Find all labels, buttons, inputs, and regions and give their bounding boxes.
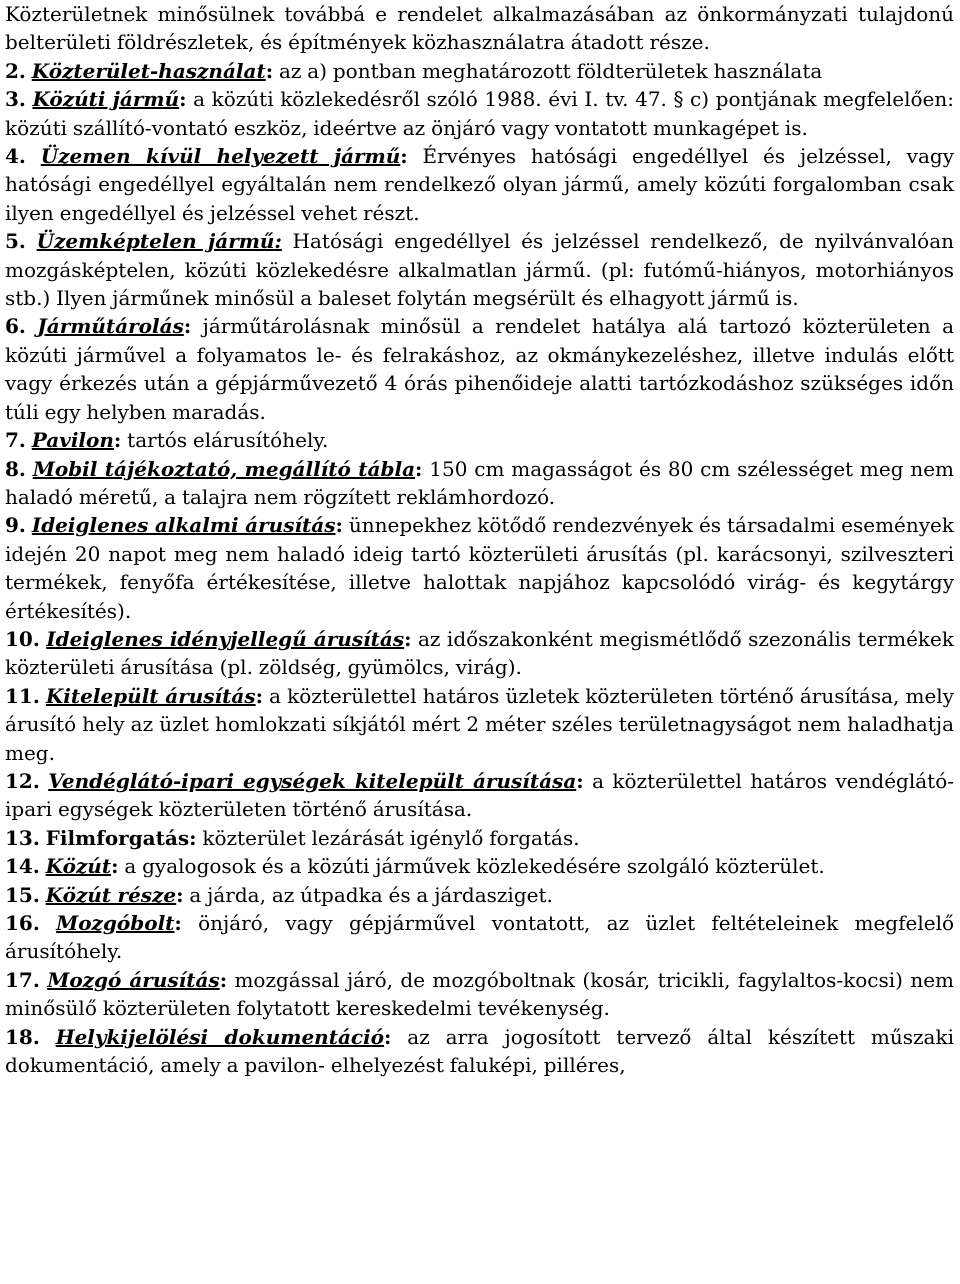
definition-item-7 (5, 426, 954, 454)
item-body: mozgással járó, de mozgóboltnak (kosár, tricikli, fagylaltos-kocsi) nem minősülő közterületen folytatott kereskedelmi tevékenység. (5, 967, 954, 1021)
definition-item-9 (5, 511, 954, 625)
item-separator: : (335, 513, 343, 538)
item-body: a közterülettel határos üzletek közterületen történő árusítása, mely árusító hely az üzlet homlokzati síkjától mért 2 méter széles területnagyságot nem haladhatja meg. (5, 683, 954, 765)
item-term: Pavilon (31, 428, 114, 453)
item-term: Közterület-használat (31, 58, 266, 83)
item-body: a gyalogosok és a közúti járművek közlekedésére szolgáló közterület. (118, 854, 825, 879)
item-number: 18. (5, 1024, 40, 1049)
item-separator: : (400, 144, 408, 169)
item-body: a közterülettel határos vendéglátó-ipari egységek közterületen történő árusítása. (5, 768, 954, 822)
item-term: Közúti jármű (32, 87, 180, 112)
definition-item-12 (5, 767, 954, 824)
definition-item-14 (5, 852, 954, 880)
item-separator: : (189, 825, 197, 850)
item-number: 4. (5, 144, 26, 169)
item-number: 12. (5, 768, 40, 793)
item-term: Ideiglenes alkalmi árusítás (31, 513, 336, 538)
item-number: 2. (5, 58, 26, 83)
item-term: Üzemképtelen jármű: (36, 229, 282, 254)
item-number: 14. (5, 854, 40, 879)
item-body: Érvényes hatósági engedéllyel és jelzéssel, vagy hatósági engedéllyel egyáltalán nem rendelkező olyan jármű, amely közúti forgalomban csak ilyen engedéllyel és jelzéssel vehet részt. (5, 144, 955, 225)
item-separator: : (384, 1024, 392, 1049)
item-body: az időszakonként megismétlődő szezonális termékek közterületi árusítása (pl. zöldség, gyümölcs, virág). (5, 626, 954, 680)
item-number: 10. (5, 626, 40, 651)
item-body: a közúti közlekedésről szóló 1988. évi I. tv. 47. § c) pontjának megfelelően: közúti szállító-vontató eszköz, ideértve az önjáró vagy vontatott munkagépet is. (5, 87, 954, 140)
intro-text: Közterületnek minősülnek továbbá e rendelet alkalmazásában az önkormányzati tulajdonú belterületi földrészletek, és építmények közhasználatra átadott része. (5, 2, 954, 55)
item-term: Üzemen kívül helyezett jármű (40, 144, 401, 169)
item-number: 11. (5, 683, 40, 708)
definition-item-18 (5, 1023, 954, 1080)
item-term: Helykijelölési dokumentáció (55, 1024, 385, 1049)
definition-item-10 (5, 625, 954, 682)
item-separator: : (183, 314, 192, 339)
item-body: az arra jogosított tervező által készített műszaki dokumentáció, amely a pavilon- elhelyezést faluképi, pilléres, (5, 1024, 954, 1078)
item-separator: : (576, 768, 584, 793)
item-body: Hatósági engedéllyel és jelzéssel rendelkező, de nyilvánvalóan mozgásképtelen, közúti közlekedésre alkalmatlan jármű. (pl: futómű-hiányos, motorhiányos stb.) Ilyen járműnek minősül a baleset folytán megsérült és elhagyott jármű is. (5, 229, 955, 311)
item-term: Közút (45, 854, 112, 879)
item-body: önjáró, vagy gépjárművel vontatott, az üzlet feltételeinek megfelelő árusítóhely. (5, 911, 955, 964)
definition-item-4 (5, 142, 954, 227)
item-term: Vendéglátó-ipari egységek kitelepült árusítása (48, 768, 577, 793)
item-separator: : (265, 58, 274, 83)
item-term: Közút része (45, 882, 177, 907)
item-number: 17. (5, 967, 40, 992)
item-number: 6. (5, 314, 26, 339)
item-term: Kitelepült árusítás (45, 683, 256, 708)
definition-item-17 (5, 966, 954, 1023)
item-body: közterület lezárását igénylő forgatás. (196, 825, 580, 850)
item-separator: : (176, 882, 184, 907)
definition-item-3 (5, 85, 954, 142)
item-body: a járda, az útpadka és a járdasziget. (183, 882, 553, 907)
definition-item-13 (5, 824, 954, 852)
item-term: Mobil tájékoztató, megállító tábla (32, 456, 416, 481)
definition-item-16 (5, 909, 954, 966)
definition-item-8 (5, 455, 954, 512)
item-separator: : (404, 626, 412, 651)
item-term: Ideiglenes idényjellegű árusítás (46, 626, 405, 651)
item-term: Filmforgatás (45, 825, 190, 850)
item-body: az a) pontban meghatározott földterületek használata (273, 58, 823, 83)
item-separator: : (219, 967, 228, 992)
item-number: 13. (5, 825, 40, 850)
item-separator: : (179, 87, 187, 112)
item-separator: : (415, 456, 423, 481)
definition-item-2 (5, 57, 954, 85)
item-separator: : (255, 683, 263, 708)
item-term: Mozgóbolt (56, 911, 175, 935)
item-number: 3. (5, 87, 26, 112)
definition-item-6 (5, 312, 954, 426)
item-term: Mozgó árusítás (47, 967, 220, 992)
item-separator: : (174, 911, 182, 935)
item-number: 5. (5, 229, 26, 254)
intro-paragraph (5, 0, 954, 57)
item-number: 7. (5, 428, 26, 453)
item-number: 8. (5, 456, 26, 481)
item-number: 15. (5, 882, 40, 907)
item-body: ünnepekhez kötődő rendezvények és társadalmi események idején 20 napot meg nem haladó ideig tartó közterületi árusítás (pl. karácsonyi, szilveszteri termékek, fenyőfa értékesítése, illetve halottak napjához kapcsolódó virág- és kegytárgy értékesítés). (5, 513, 954, 623)
item-body: járműtárolásnak minősül a rendelet hatálya alá tartozó közterületen a közúti járművel a folyamatos le- és felrakáshoz, az okmánykezeléshez, illetve indulás előtt vagy érkezés után a gépjárművezető 4 órás pihenőideje alatti tartózkodáshoz szükséges időn túli egy helyben maradás. (5, 314, 954, 424)
definition-item-5 (5, 227, 954, 312)
item-body: tartós elárusítóhely. (121, 428, 329, 453)
definition-item-11 (5, 682, 954, 767)
definition-item-15 (5, 881, 954, 909)
item-number: 16. (5, 911, 40, 935)
item-separator: : (111, 854, 119, 879)
item-body: 150 cm magasságot és 80 cm szélességet meg nem haladó méretű, a talajra nem rögzített reklámhordozó. (5, 456, 955, 509)
item-separator: : (113, 428, 122, 453)
item-term: Járműtárolás (37, 314, 184, 339)
item-number: 9. (5, 513, 26, 538)
